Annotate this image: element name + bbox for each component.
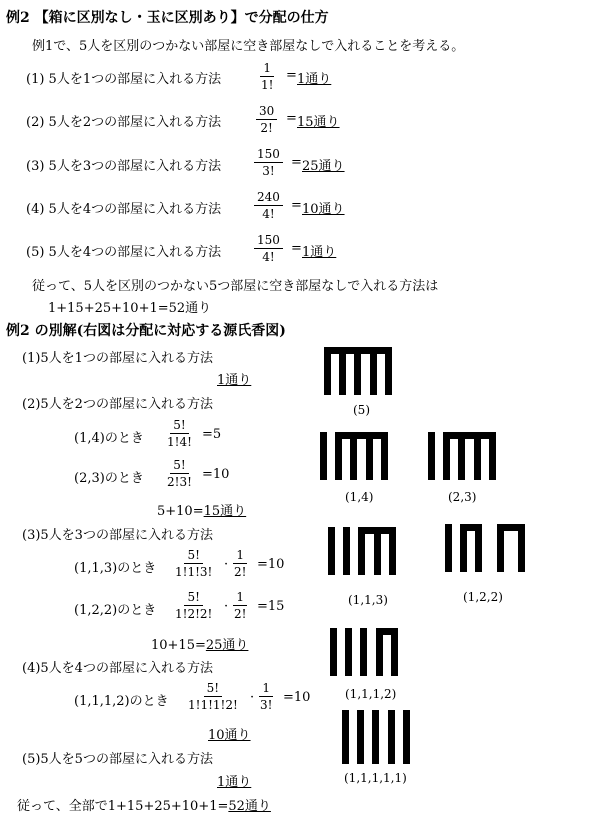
sum-line: 1+15+25+10+1=52通り: [48, 301, 212, 316]
alt-1-result: 1通り: [217, 373, 252, 388]
genji-caption-1-1-1-1-1: (1,1,1,1,1): [344, 771, 407, 785]
row-4-label: (4) 5人を4つの部屋に入れる方法: [26, 202, 222, 217]
alt-3-case-1-dot: ·: [224, 557, 229, 572]
genji-diagram-1-2-2: [445, 524, 525, 572]
row-4-result: 10通り: [302, 202, 345, 217]
alt-3-case-1-value: =10: [257, 557, 285, 572]
row-3-equals: =: [291, 155, 302, 170]
alt-4-case-1-fraction: $\frac{5!}{1!1!1!2!}$: [188, 681, 238, 712]
genji-caption-1-1-3: (1,1,3): [348, 593, 388, 607]
heading: 例2 【箱に区別なし・玉に区別あり】で分配の仕方: [6, 10, 329, 26]
alt-3-case-1-fraction-2: $\frac{1}{2!}$: [234, 548, 247, 579]
alt-3-case-1-fraction: $\frac{5!}{1!1!3!}$: [175, 548, 213, 579]
row-3-label: (3) 5人を3つの部屋に入れる方法: [26, 159, 222, 174]
alt-2-case-2-fraction: $\frac{5!}{2!3!}$: [167, 458, 192, 489]
alt-3-case-1: (1,1,3)のとき: [74, 561, 157, 576]
alt-4-case-1-fraction-2: $\frac{1}{3!}$: [260, 681, 273, 712]
heading-alt: 例2 の別解(右図は分配に対応する源氏香図): [6, 323, 286, 339]
genji-diagram-5: [324, 347, 392, 395]
genji-caption-1-4: (1,4): [345, 490, 374, 504]
row-3-fraction: $\frac{150}{3!}$: [254, 147, 283, 178]
alt-4-case-1-dot: ·: [250, 690, 255, 705]
row-2-equals: =: [286, 111, 297, 126]
alt-3-case-2-fraction-2: $\frac{1}{2!}$: [234, 590, 247, 621]
alt-2-case-2: (2,3)のとき: [74, 471, 144, 486]
row-5-label: (5) 5人を4つの部屋に入れる方法: [26, 245, 222, 260]
row-4-fraction: $\frac{240}{4!}$: [254, 190, 283, 221]
final-line: 従って、全部で1+15+25+10+1=52通り: [17, 799, 271, 814]
genji-diagram-1-4: [320, 432, 388, 480]
alt-3-case-2-dot: ·: [224, 599, 229, 614]
alt-2-case-2-value: =10: [202, 467, 230, 482]
alt-3-sum: 10+15=25通り: [151, 638, 249, 653]
alt-3-case-2-fraction: $\frac{5!}{1!2!2!}$: [175, 590, 213, 621]
alt-4-result: 10通り: [208, 728, 251, 743]
genji-diagram-1-1-1-2: [330, 628, 398, 676]
alt-2-case-1: (1,4)のとき: [74, 431, 144, 446]
genji-diagram-1-1-1-1-1: [342, 710, 410, 764]
genji-diagram-2-3: [428, 432, 496, 480]
row-4-equals: =: [291, 198, 302, 213]
row-2-result: 15通り: [297, 115, 340, 130]
row-1-label: (1) 5人を1つの部屋に入れる方法: [26, 72, 222, 87]
alt-4-case-1-value: =10: [283, 690, 311, 705]
genji-diagram-1-1-3: [328, 527, 396, 575]
row-5-equals: =: [291, 241, 302, 256]
row-2-label: (2) 5人を2つの部屋に入れる方法: [26, 115, 222, 130]
alt-3-case-2: (1,2,2)のとき: [74, 603, 157, 618]
alt-5-label: (5)5人を5つの部屋に入れる方法: [22, 752, 213, 767]
alt-2-label: (2)5人を2つの部屋に入れる方法: [22, 397, 213, 412]
alt-2-case-1-value: =5: [202, 427, 222, 442]
row-5-result: 1通り: [302, 245, 337, 260]
alt-1-label: (1)5人を1つの部屋に入れる方法: [22, 351, 213, 366]
genji-caption-2-3: (2,3): [448, 490, 477, 504]
alt-3-case-2-value: =15: [257, 599, 285, 614]
conclusion-text: 従って、5人を区別のつかない5つ部屋に空き部屋なしで入れる方法は: [32, 279, 439, 294]
genji-caption-1-1-1-2: (1,1,1,2): [345, 687, 397, 701]
row-1-equals: =: [286, 68, 297, 83]
alt-4-label: (4)5人を4つの部屋に入れる方法: [22, 661, 213, 676]
genji-caption-1-2-2: (1,2,2): [463, 590, 503, 604]
alt-2-sum: 5+10=15通り: [157, 504, 247, 519]
alt-5-result: 1通り: [217, 775, 252, 790]
intro-text: 例1で、5人を区別のつかない部屋に空き部屋なしで入れることを考える。: [32, 39, 465, 54]
alt-4-case-1: (1,1,1,2)のとき: [74, 694, 169, 709]
row-2-fraction: $\frac{30}{2!}$: [256, 104, 277, 135]
alt-3-label: (3)5人を3つの部屋に入れる方法: [22, 528, 213, 543]
row-5-fraction: $\frac{150}{4!}$: [254, 233, 283, 264]
row-1-fraction: $\frac{1}{1!}$: [261, 61, 274, 92]
genji-caption-5: (5): [353, 403, 370, 417]
alt-2-case-1-fraction: $\frac{5!}{1!4!}$: [167, 418, 192, 449]
row-1-result: 1通り: [297, 72, 332, 87]
row-3-result: 25通り: [302, 159, 345, 174]
